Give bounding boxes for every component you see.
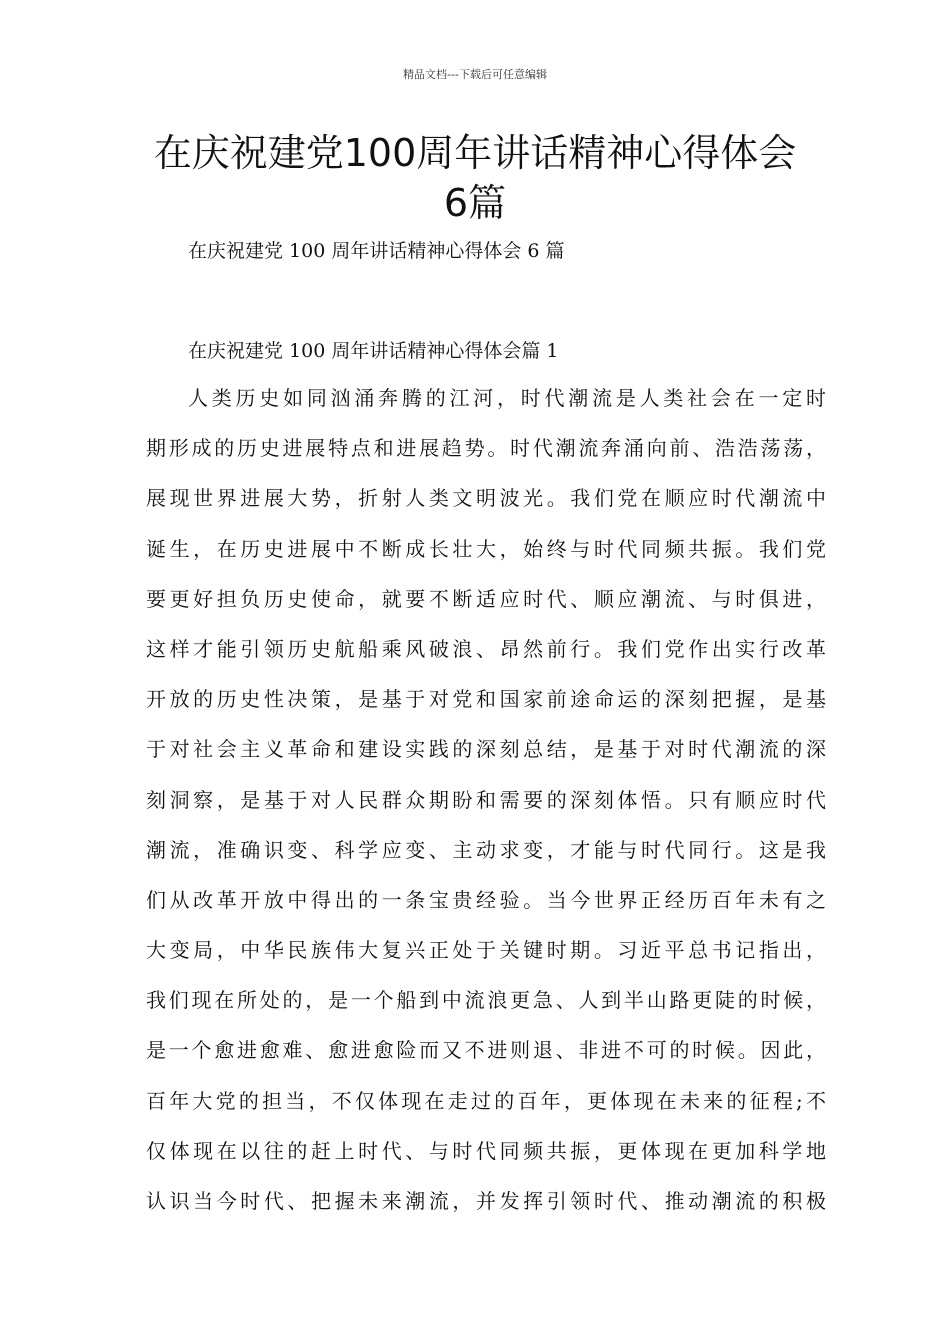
body-text <box>146 383 826 1236</box>
body-line: 刻洞察，是基于对人民群众期盼和需要的深刻体悟。只有顺应时代 <box>146 787 826 812</box>
section-heading: 在庆祝建党 100 周年讲话精神心得体会篇 1 <box>188 340 559 362</box>
body-line: 开放的历史性决策，是基于对党和国家前途命运的深刻把握，是基 <box>146 687 826 712</box>
body-line: 诞生，在历史进展中不断成长壮大，始终与时代同频共振。我们党 <box>146 536 826 561</box>
body-line: 期形成的历史进展特点和进展趋势。时代潮流奔涌向前、浩浩荡荡， <box>146 436 826 461</box>
body-line: 是一个愈进愈难、愈进愈险而又不进则退、非进不可的时候。因此， <box>146 1038 826 1063</box>
document-title-line-1: 在庆祝建党100周年讲话精神心得体会 <box>153 131 797 175</box>
body-line: 于对社会主义革命和建设实践的深刻总结，是基于对时代潮流的深 <box>146 737 826 762</box>
body-line: 我们现在所处的，是一个船到中流浪更急、人到半山路更陡的时候， <box>146 988 826 1013</box>
body-line: 这样才能引领历史航船乘风破浪、昂然前行。我们党作出实行改革 <box>146 636 826 661</box>
body-line: 展现世界进展大势，折射人类文明波光。我们党在顺应时代潮流中 <box>146 486 826 511</box>
body-line: 人类历史如同汹涌奔腾的江河，时代潮流是人类社会在一定时 <box>188 386 826 410</box>
body-line: 要更好担负历史使命，就要不断适应时代、顺应潮流、与时俱进， <box>146 586 826 611</box>
document-title-line-2: 6篇 <box>443 181 507 225</box>
page-header-note: 精品文档---下载后可任意编辑 <box>403 68 547 81</box>
body-line: 潮流，准确识变、科学应变、主动求变，才能与时代同行。这是我 <box>146 837 826 862</box>
body-line: 大变局，中华民族伟大复兴正处于关键时期。习近平总书记指出， <box>146 938 826 963</box>
document-subtitle: 在庆祝建党 100 周年讲话精神心得体会 6 篇 <box>188 240 565 262</box>
document-title <box>100 128 850 228</box>
body-line: 认识当今时代、把握未来潮流，并发挥引领时代、推动潮流的积极 <box>146 1189 826 1213</box>
body-line: 仅体现在以往的赶上时代、与时代同频共振，更体现在更加科学地 <box>146 1138 826 1163</box>
body-line: 们从改革开放中得出的一条宝贵经验。当今世界正经历百年未有之 <box>146 887 826 912</box>
body-line: 百年大党的担当，不仅体现在走过的百年，更体现在未来的征程;不 <box>146 1088 826 1113</box>
